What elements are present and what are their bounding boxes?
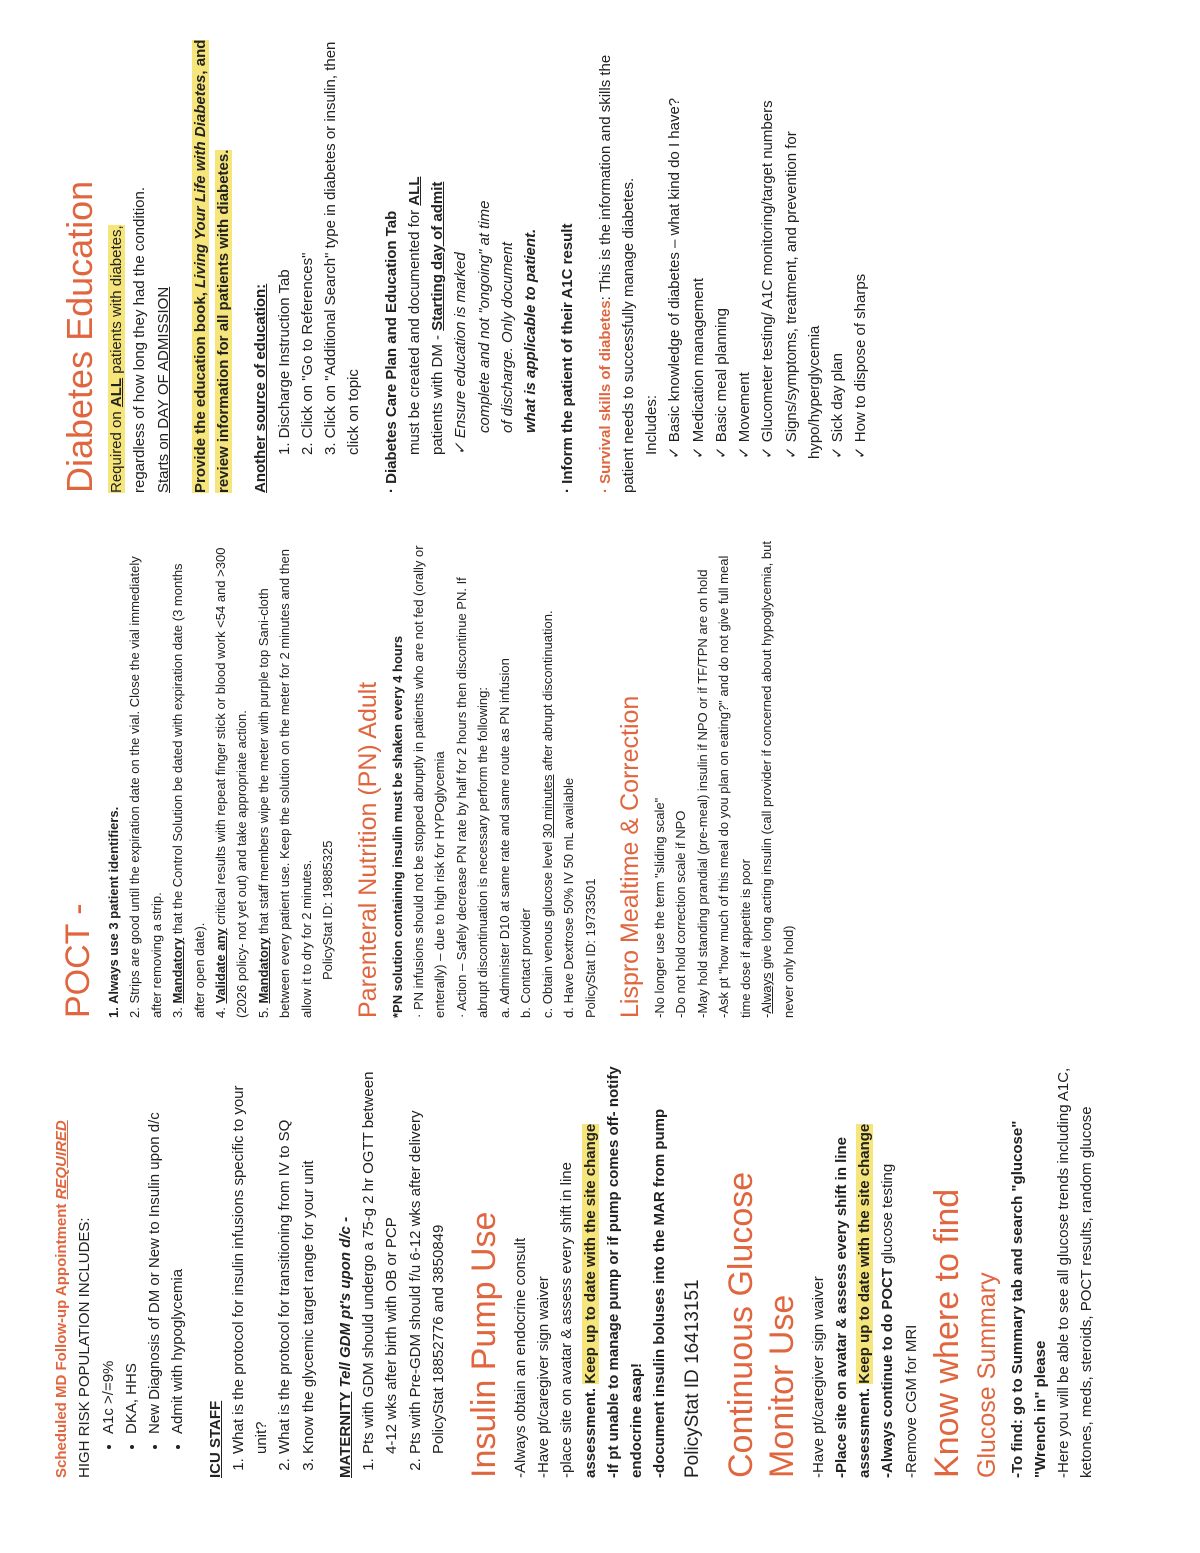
poct-4-rest: critical results with repeat finger stick or blood work <54 and >300 (2026 policy- not yet out) and take appropriate action. <box>212 547 250 1018</box>
cgm-assess: assessment. <box>856 1387 874 1478</box>
lispro-always: -Always give long acting insulin (call provider if concerned about hypoglycemia, but never only hold) <box>759 541 796 1018</box>
followup-title: Scheduled MD Follow-up Appointment <box>53 1199 70 1478</box>
population-list <box>97 1058 190 1478</box>
poct-3-rest: that the Control Solution be dated with expiration date (3 months after open date). <box>170 563 207 1018</box>
list-item: 3. Know the glycemic target range for your unit <box>297 1058 320 1454</box>
cgm-continue-post: glucose testing <box>879 1163 897 1268</box>
list-item: 1. What is the protocol for insulin infusions specific to your unit? <box>227 1058 274 1454</box>
poct-5-mandatory: Mandatory <box>255 937 271 1004</box>
list-item: ✓ Movement <box>733 23 756 459</box>
required-highlight <box>108 225 125 493</box>
skills-list <box>663 23 872 493</box>
provide-pre: Provide the education book, <box>191 287 209 493</box>
list-item: ✓ Basic knowledge of diabetes – what kind do I have? <box>663 23 686 459</box>
ensure-line: ✓ Ensure education is marked <box>452 252 470 455</box>
starts-line: Starts on DAY OF ADMISSION <box>154 286 172 493</box>
cgm-waiver: -Have pt/caregiver sign waiver <box>809 1276 827 1478</box>
lispro-always-rest: give long acting insulin (call provider if concerned about hypoglycemia, but never only hold) <box>759 541 796 1018</box>
pn-c-minutes: 30 minutes <box>539 774 555 839</box>
cgm-keep-highlight: Keep up to date with the site change <box>856 1123 874 1384</box>
pn-c-pre: c. Obtain venous glucose level <box>539 838 555 1018</box>
list-item: • Admit with hypoglycemia <box>166 1058 189 1434</box>
pump-unable: -If pt unable to manage pump or if pump comes off- notify endocrine asap! <box>604 1066 646 1478</box>
cgm-place: -Place site on avatar & assess every shift in line <box>832 1136 850 1478</box>
followup-required: REQUIRED <box>53 1120 70 1200</box>
applicable-line: what is applicable to patient. <box>522 228 540 433</box>
list-item: • A1c >/=9% <box>97 1058 120 1434</box>
regardless-line: regardless of how long they had the condition. <box>131 186 149 493</box>
pump-document: -document insulin boluses into the MAR from pump <box>651 1108 669 1478</box>
cgm-assessment <box>853 1058 876 1478</box>
required-line <box>105 23 128 493</box>
list-item: ✓ Sick day plan <box>826 23 849 459</box>
careplan-3-pre: patients with DM - <box>429 330 447 455</box>
followup-heading <box>50 1058 73 1478</box>
poct-item-2: 2. Strips are good until the expiration date on the vial. Close the vial immediately after removing a strip. <box>127 556 164 1018</box>
provide-post: , and review information for all patients with diabetes. <box>191 39 233 493</box>
survival-label: · Survival skills of diabetes <box>596 300 614 493</box>
poct-policy: PolicyStat ID: 19885325 <box>320 840 336 980</box>
find-see: -Here you will be able to see all glucose trends including A1C, ketones, meds, steroids, POCT results, random glucose <box>1055 1067 1096 1478</box>
list-item: ✓ How to dispose of sharps <box>849 23 872 459</box>
summary-title: Glucose Summary <box>972 1272 1001 1478</box>
pump-line: -place site on avatar & assess every shift in line <box>558 1162 576 1478</box>
poct-4-num: 4. <box>212 1003 228 1018</box>
survival-rest: : This is the information and skills the patient needs to successfully manage diabetes. <box>596 54 637 493</box>
pump-line: -Always obtain an endocrine consult <box>511 1237 529 1478</box>
pn-infusions: · PN infusions should not be stopped abruptly in patients who are not fed (orally or enterally) – due to high risk for HYPOglycemia <box>411 545 448 1018</box>
lispro-line: -Do not hold correction scale if NPO <box>673 810 689 1018</box>
maternity-heading <box>334 1058 357 1478</box>
maternity-label: MATERNITY <box>336 1391 354 1478</box>
list-item: ✓ Signs/symptoms, treatment, and prevention for hypo/hyperglycemia <box>780 23 827 459</box>
another-item: 1. Discharge Instruction Tab <box>275 269 293 455</box>
lispro-line: -Ask pt "how much of this meal do you plan on eating?" and do not give full meal time dose if appetite is poor <box>716 555 753 1018</box>
pn-c-post: after abrupt discontinuation. <box>539 610 555 775</box>
includes-line: Includes: <box>643 394 661 455</box>
poct-item-5 <box>253 538 317 1018</box>
icu-heading: ICU STAFF <box>206 1400 224 1478</box>
survival-line <box>594 23 641 493</box>
poct-item-3 <box>167 538 210 1018</box>
column-right <box>50 23 873 493</box>
poct-3-num: 3. <box>170 1003 186 1018</box>
poct-item-4 <box>210 538 253 1018</box>
list-item: ✓ Basic meal planning <box>710 23 733 459</box>
pn-step-d: d. Have Dextrose 50% IV 50 mL available <box>561 777 577 1018</box>
pump-line: -Have pt/caregiver sign waiver <box>535 1276 553 1478</box>
pn-shaken: *PN solution containing insulin must be shaken every 4 hours <box>389 635 405 1018</box>
column-left <box>50 1058 1099 1478</box>
careplan-line-3 <box>426 23 449 493</box>
list-item: 2. Pts with Pre-GDM should f/u 6-12 wks after delivery PolicyStat 18852776 and 3850849 <box>404 1058 451 1454</box>
pn-step-c <box>537 538 558 1018</box>
careplan-3-start: Starting day of admit <box>429 181 447 331</box>
poct-item-1: 1. Always use 3 patient identifiers. <box>105 806 121 1018</box>
list-item: 2. What is the protocol for transitioning from IV to SQ <box>273 1058 296 1454</box>
list-item: 1. Pts with GDM should undergo a 75-g 2 hr OGTT between 4-12 wks after birth with OB or PCP <box>357 1058 404 1454</box>
cgm-remove: -Remove CGM for MRI <box>902 1324 920 1478</box>
inform-line: · Inform the patient of their A1C result <box>559 223 577 493</box>
poct-5-num: 5. <box>255 1003 271 1018</box>
poct-3-mandatory: Mandatory <box>170 937 186 1004</box>
education-title: Diabetes Education <box>59 180 100 493</box>
find-how: -To find: go to Summary tab and search "glucose" "Wrench in" please <box>1008 1120 1049 1478</box>
another-heading: Another source of education: <box>252 283 270 493</box>
icu-list <box>227 1058 320 1478</box>
complete-line: complete and not "ongoing" at time <box>475 200 493 433</box>
required-all: ALL <box>108 377 126 408</box>
careplan-line-2 <box>403 23 426 493</box>
cgm-continue <box>876 1058 899 1478</box>
pn-title: Parenteral Nutrition (PN) Adult <box>353 681 382 1018</box>
poct-5-rest: that staff members wipe the meter with purple top Sani-cloth between every patient use. Keep the solution on the meter for 2 minutes and then allow it to dry for 2 minutes. <box>255 548 314 1018</box>
poct-4-validate: Validate any <box>212 928 228 1004</box>
lispro-title: Lispro Mealtime & Correction <box>615 695 644 1018</box>
pump-title: Insulin Pump Use <box>465 1211 503 1478</box>
cgm-poct: POCT <box>879 1267 897 1310</box>
another-item: 3. Click on "Additional Search" type in diabetes or insulin, then click on topic <box>322 41 363 455</box>
careplan-line-1: · Diabetes Care Plan and Education Tab <box>382 210 400 493</box>
list-item: • DKA, HHS <box>120 1058 143 1434</box>
careplan-2-all: ALL <box>405 176 423 206</box>
lispro-line: -May hold standing prandial (pre-meal) insulin if NPO or if TF/TPN are on hold <box>694 569 710 1018</box>
list-item: ✓ Medication management <box>687 23 710 459</box>
cgm-title: Continuous Glucose Monitor Use <box>721 1171 801 1478</box>
required-pre: Required on <box>108 407 126 493</box>
pump-keep-highlight: Keep up to date with the site change <box>581 1123 599 1384</box>
provide-book: Living Your Life with Diabetes <box>191 74 209 288</box>
pump-assess: assessment. <box>581 1387 599 1478</box>
required-post: patients with diabetes, <box>108 225 126 378</box>
pump-policy: PolicyStat ID 16413151 <box>681 1279 703 1478</box>
another-item: 2. Click on "Go to References" <box>298 252 316 455</box>
column-middle <box>50 538 799 1018</box>
pn-action: · Action – Safely decrease PN rate by half for 2 hours then discontinue PN. If abrupt discontinuation is necessary perform the following: <box>453 577 491 1018</box>
pn-step-a: a. Administer D10 at same rate and same route as PN infusion <box>496 658 512 1018</box>
poct-title: POCT - <box>59 903 97 1018</box>
list-item: ✓ Glucometer testing/ A1C monitoring/target numbers <box>756 23 779 459</box>
pn-step-b: b. Contact provider <box>518 908 534 1018</box>
discharge-line: of discharge. Only document <box>498 242 516 433</box>
maternity-list <box>357 1058 450 1478</box>
population-heading: HIGH RISK POPULATION INCLUDES: <box>76 1217 94 1478</box>
pump-assessment <box>579 1058 602 1478</box>
maternity-rest: Tell GDM pt's upon d/c - <box>336 1216 354 1392</box>
lispro-always-word: Always <box>759 972 775 1014</box>
provide-line <box>189 23 236 493</box>
cgm-continue-pre: -Always continue to do <box>879 1309 897 1478</box>
careplan-2-pre: must be created and documented for <box>405 205 423 455</box>
pn-policy: PolicyStat ID: 19733501 <box>582 878 598 1018</box>
lispro-line: -No longer use the term "sliding scale" <box>651 797 667 1018</box>
provide-highlight <box>192 40 232 493</box>
list-item: • New Diagnosis of DM or New to Insulin upon d/c <box>143 1058 166 1434</box>
find-title: Know where to find <box>927 1188 966 1478</box>
